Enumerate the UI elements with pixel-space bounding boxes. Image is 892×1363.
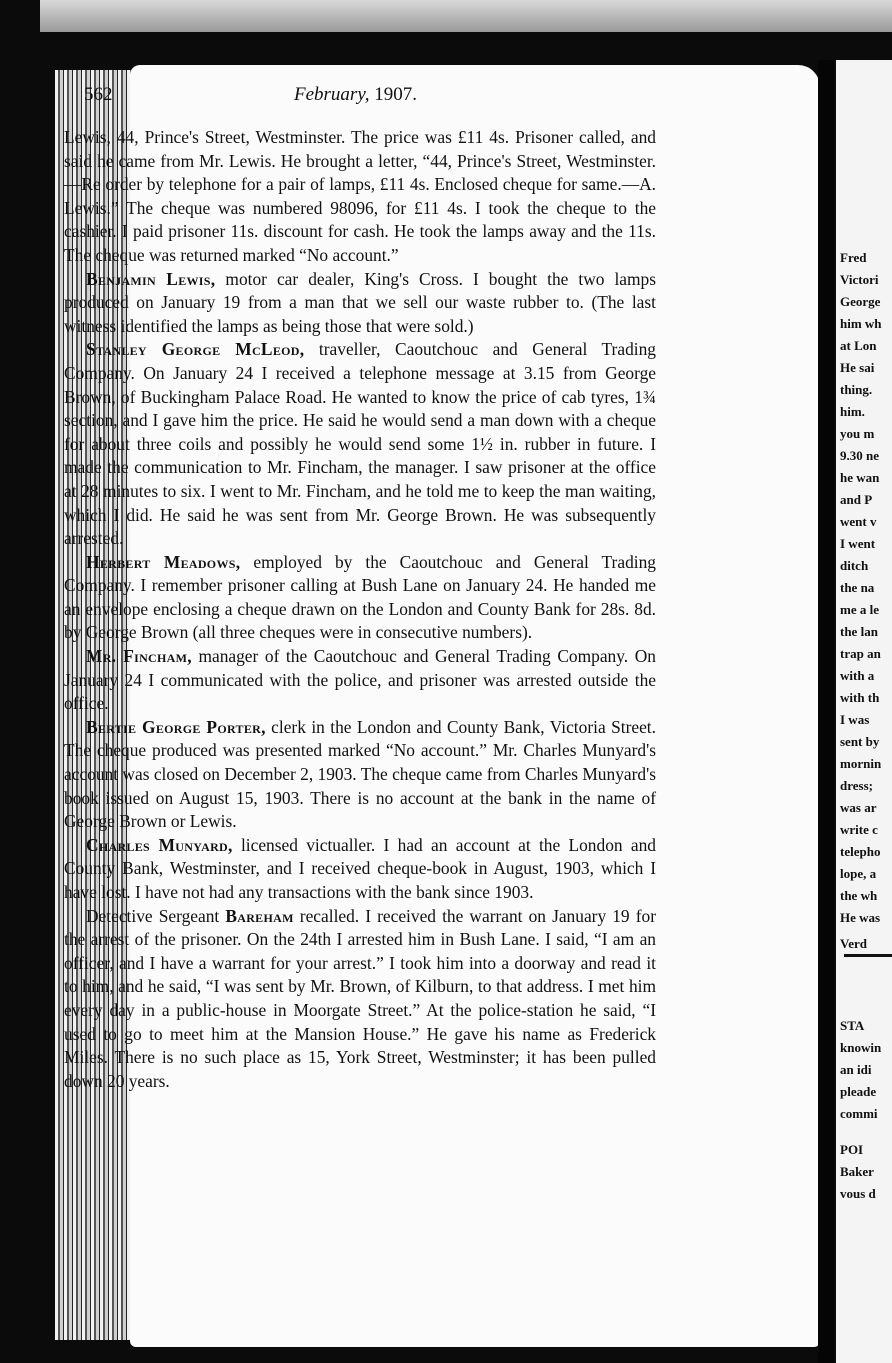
adjacent-line: Victori xyxy=(840,272,879,287)
adjacent-line: He sai xyxy=(840,360,875,375)
adjacent-line: you m xyxy=(840,426,875,441)
paragraph-text: employed by the Caoutchouc and General Trading Company. I remember prisoner calling at Bush Lane on January 24. He handed me an envelope enclosing a cheque drawn on the London and County Bank for 28s. 8d. by George Brown (all three cheques were in consecutive numbers). xyxy=(64,551,656,643)
header-year: 1907. xyxy=(374,84,417,105)
paragraph-6 xyxy=(64,716,656,834)
paragraph-text: motor car dealer, King's Cross. I bought the two lamps produced on January 19 from a man that we sell our waste rubber to. (The last witness identified the lamps as being those that were sold.) xyxy=(64,268,656,336)
adjacent-line: POI xyxy=(840,1142,864,1157)
paragraph-text: recalled. I received the warrant on January 19 for the arrest of the prisoner. On the 24th I arrested him in Bush Lane. I said, “I am an officer, and I have a warrant for your arrest.” I took him into a doorway and read it to him, and he said, “I was sent by Mr. Brown, of Kilburn, to that address. I met him every day in a public-house in Moorgate Street.” At the police-station he said, “I used to go to meet him at the Mansion House.” He gave his name as Frederick Miles. There is no such place as 15, York Street, Westminster; it has been pulled down 20 years. xyxy=(64,905,656,1091)
adjacent-line: I went xyxy=(840,536,876,551)
paragraph-text: manager of the Caoutchouc and General Trading Company. On January 24 I communicated with the police, and prisoner was arrested outside the office. xyxy=(64,646,656,714)
witness-name: Bareham xyxy=(225,905,294,926)
paragraph-4 xyxy=(64,551,656,645)
header-month: February, xyxy=(294,84,370,105)
paragraph-7 xyxy=(64,834,656,905)
adjacent-line: knowin xyxy=(840,1040,882,1055)
witness-name: Herbert Meadows, xyxy=(86,551,241,572)
adjacent-line: went v xyxy=(840,514,877,529)
section-rule xyxy=(844,954,892,957)
book-spine-shadow xyxy=(818,60,834,1363)
witness-name: Mr. Fincham, xyxy=(86,646,192,667)
adjacent-line: he wan xyxy=(840,470,880,485)
adjacent-line: write c xyxy=(840,822,878,837)
adjacent-line: with a xyxy=(840,668,875,683)
adjacent-line: trap an xyxy=(840,646,881,661)
paragraph-8 xyxy=(64,905,656,1094)
adjacent-line: the na xyxy=(840,580,875,595)
adjacent-line: sent by xyxy=(840,734,880,749)
adjacent-line: the wh xyxy=(840,888,878,903)
adjacent-line: telepho xyxy=(840,844,881,859)
adjacent-line: me a le xyxy=(840,602,879,617)
adjacent-line: an idi xyxy=(840,1062,872,1077)
adjacent-line: mornin xyxy=(840,756,882,771)
adjacent-page-fragment xyxy=(836,60,892,1363)
adjacent-line: Verd xyxy=(840,936,867,951)
adjacent-line: He was xyxy=(840,910,881,925)
adjacent-line: Baker xyxy=(840,1164,874,1179)
witness-name: Stanley George McLeod, xyxy=(86,339,305,360)
adjacent-line: dress; xyxy=(840,778,873,793)
paragraph-5 xyxy=(64,645,656,716)
running-header xyxy=(84,84,674,114)
adjacent-line: pleade xyxy=(840,1084,877,1099)
adjacent-line: at Lon xyxy=(840,338,877,353)
adjacent-line: was ar xyxy=(840,800,877,815)
witness-name: Bertie George Porter, xyxy=(86,716,266,737)
adjacent-line: George xyxy=(840,294,881,309)
witness-title: Detective Sergeant xyxy=(86,905,226,926)
paragraph-1 xyxy=(64,126,656,268)
adjacent-line: thing. xyxy=(840,382,873,397)
page-number: 562 xyxy=(84,84,113,105)
adjacent-line: him wh xyxy=(840,316,882,331)
adjacent-line: STA xyxy=(840,1018,865,1033)
adjacent-line: 9.30 ne xyxy=(840,448,879,463)
adjacent-line: him. xyxy=(840,404,865,419)
page-body xyxy=(64,126,656,1093)
paragraph-text: traveller, Caoutchouc and General Trading Company. On January 24 I received a telephone message at 3.15 from George Brown, of Buckingham Palace Road. He wanted to know the price of cab tyres, 1¾ section, and I gave him the price. He said he would send a man down with a cheque for about three coils and possibly he would send some 1½ in. rubber in future. I made the communication to Mr. Fincham, the manager. I saw prisoner at the office at 28 minutes to six. I went to Mr. Fincham, and he told me to keep the man waiting, which I did. He said he was sent from Mr. George Brown. He was subsequently arrested. xyxy=(64,339,656,549)
scan-top-edge xyxy=(40,0,892,32)
adjacent-line: the lan xyxy=(840,624,878,639)
running-title xyxy=(294,84,417,106)
adjacent-line: vous d xyxy=(840,1186,876,1201)
adjacent-line: lope, a xyxy=(840,866,877,881)
adjacent-line: commi xyxy=(840,1106,878,1121)
paragraph-text: clerk in the London and County Bank, Victoria Street. The cheque produced was presented marked “No account.” Mr. Charles Munyard's account was closed on December 2, 1903. The cheque came from Charles Munyard's book issued on August 15, 1903. There is no account at the bank in the name of George Brown or Lewis. xyxy=(64,716,656,832)
adjacent-line: with th xyxy=(840,690,880,705)
paragraph-text: Lewis, 44, Prince's Street, Westminster. The price was £11 4s. Prisoner called, and said he came from Mr. Lewis. He brought a letter, “44, Prince's Street, Westminster.—Re order by telephone for a pair of lamps, £11 4s. Enclosed cheque for same.—A. Lewis.” The cheque was numbered 98096, for £11 4s. I took the cheque to the cashier. I paid prisoner 11s. discount for cash. He took the lamps away and the 11s. The cheque was returned marked “No account.” xyxy=(64,127,656,265)
witness-name: Charles Munyard, xyxy=(86,834,233,855)
adjacent-line: Fred xyxy=(840,250,867,265)
paragraph-text: licensed victualler. I had an account at the London and County Bank, Westminster, and I received cheque-book in August, 1903, which I have lost. I have not had any transactions with the bank since 1903. xyxy=(64,834,656,902)
paragraph-3 xyxy=(64,338,656,550)
adjacent-line: ditch xyxy=(840,558,869,573)
adjacent-line: I was xyxy=(840,712,870,727)
witness-name: Benjamin Lewis, xyxy=(86,268,216,289)
paragraph-2 xyxy=(64,268,656,339)
adjacent-line: and P xyxy=(840,492,873,507)
